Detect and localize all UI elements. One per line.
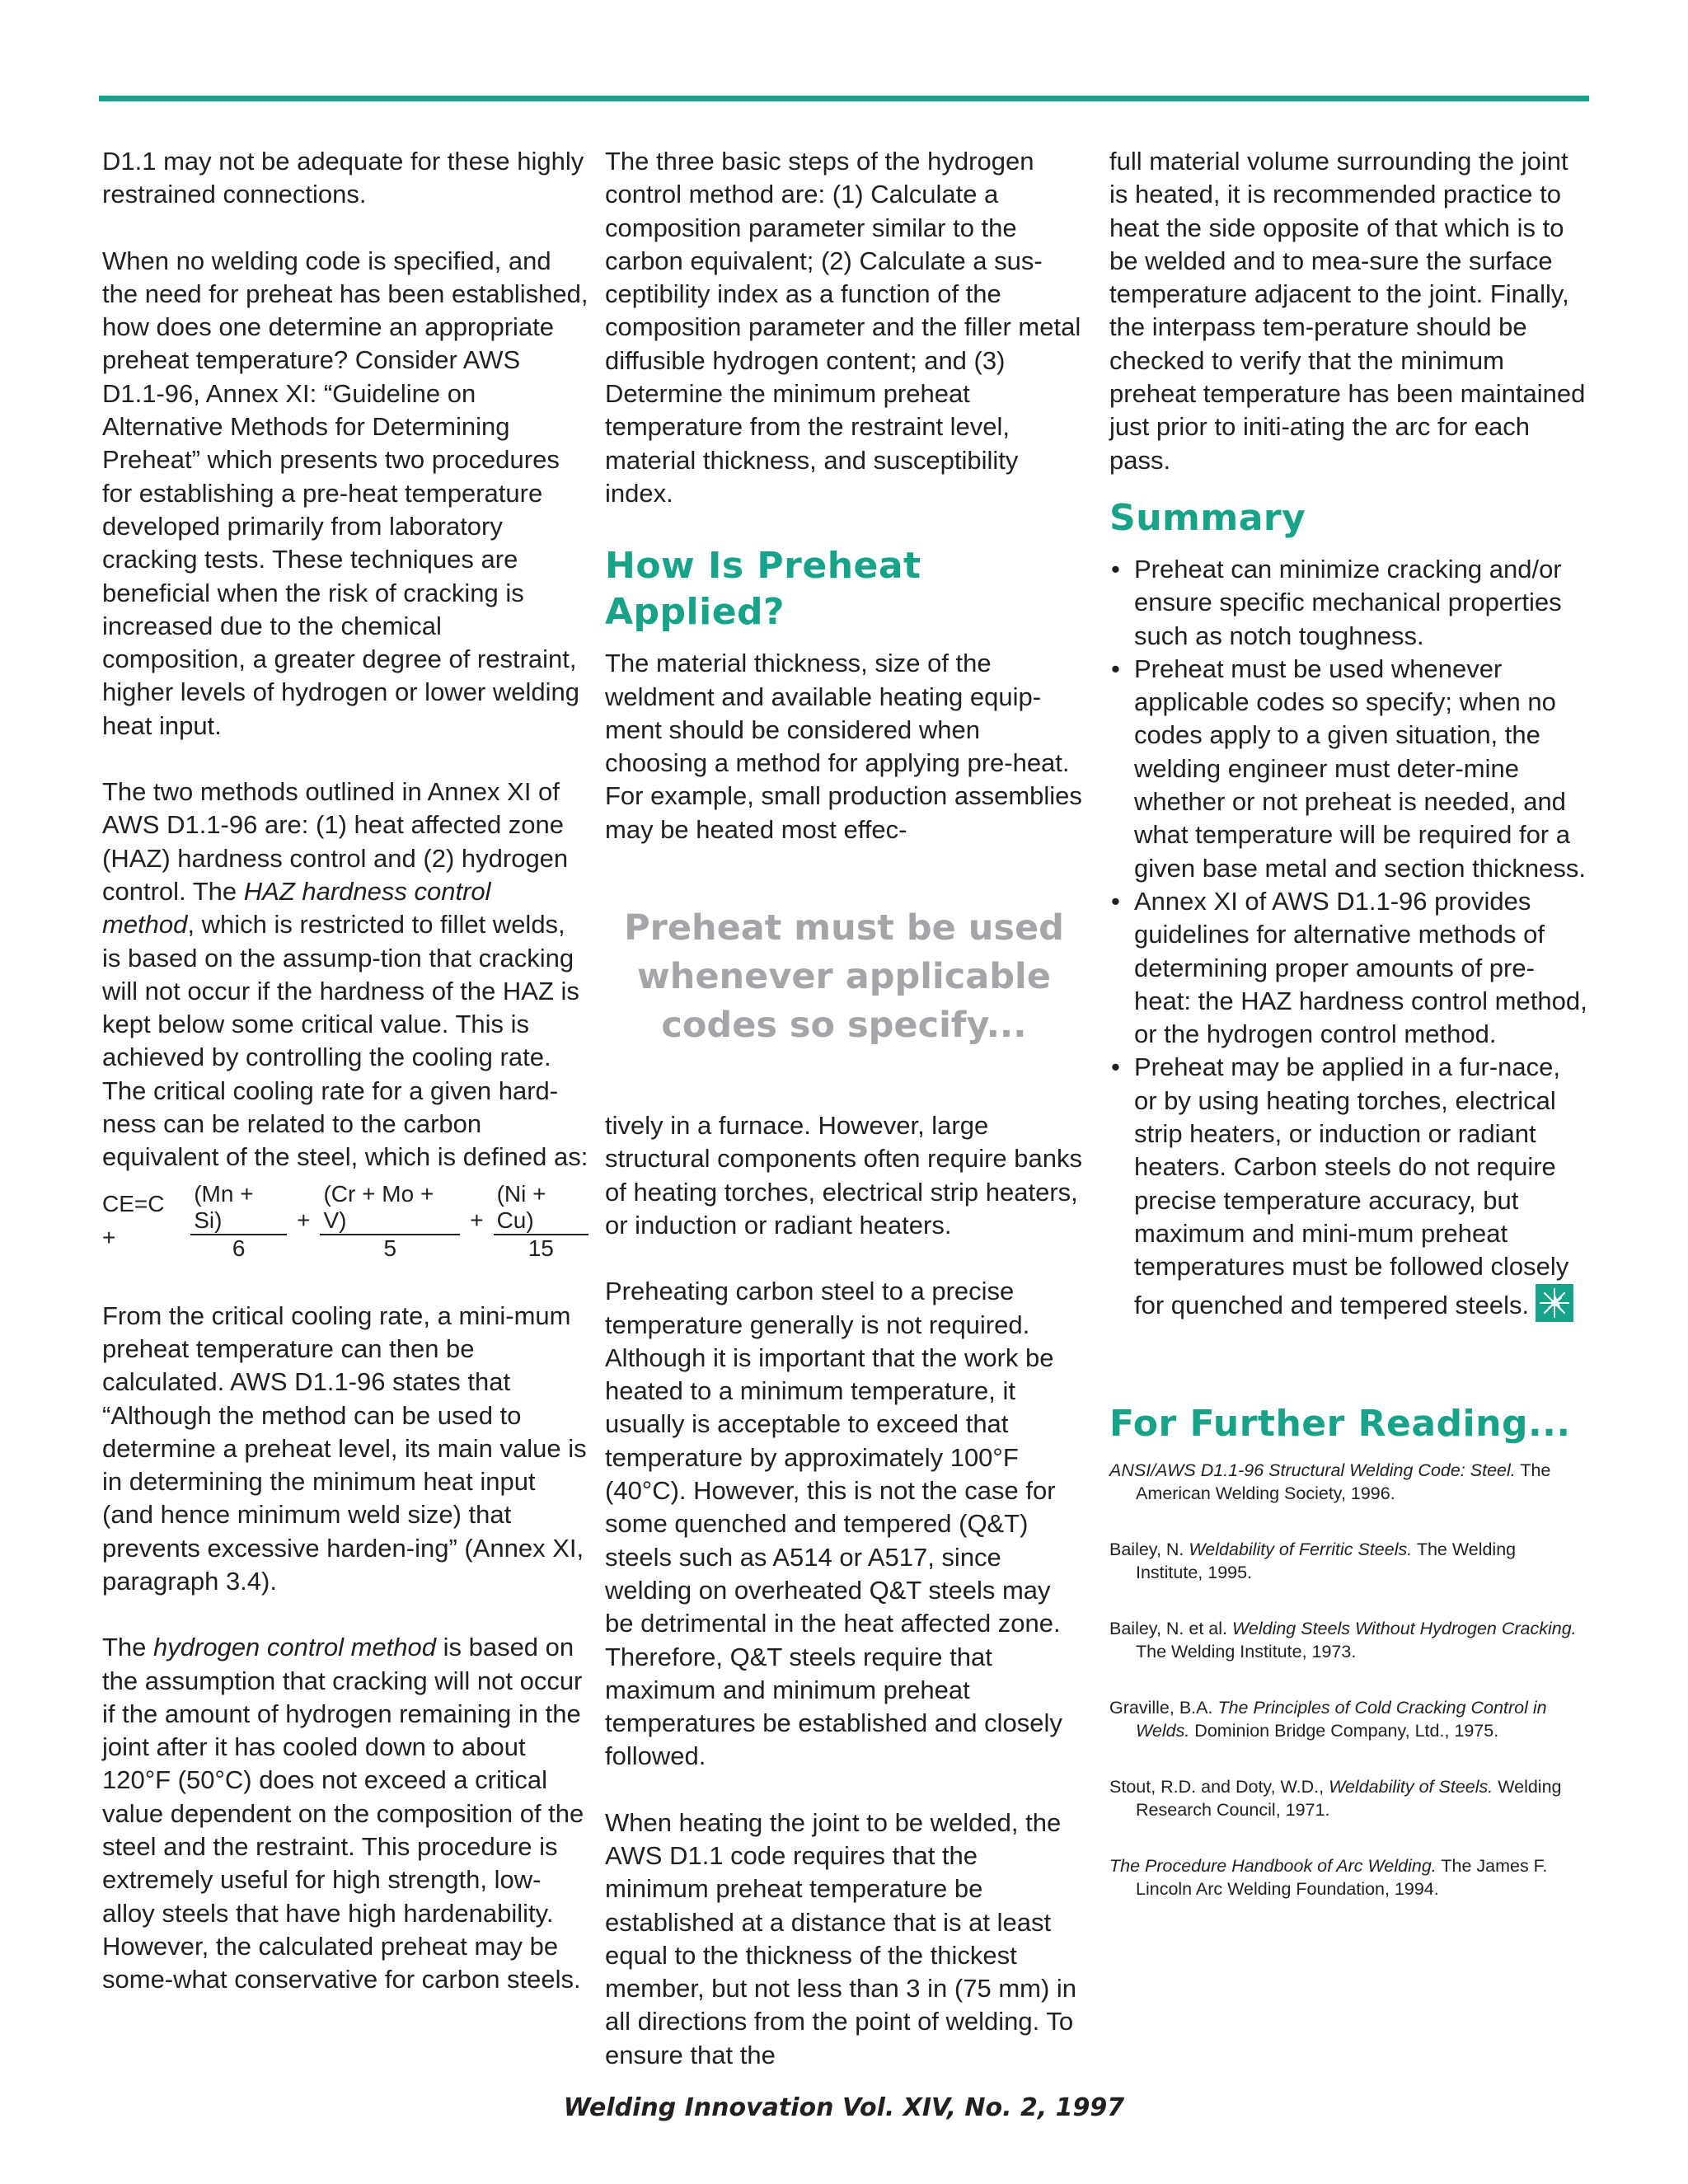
list-item <box>1109 653 1587 885</box>
paragraph: D1.1 may not be adequate for these highly restrained connections. <box>102 147 584 209</box>
ref-title: The Procedure Handbook of Arc Welding. <box>1109 1855 1437 1876</box>
list-item-text: Preheat must be used whenever applicable codes so specify; when no codes apply to a given situation, the welding engineer must deter-mine whether or not preheat is needed, and what temperature will be required for a given base metal and section thickness. <box>1134 654 1586 883</box>
list-item-text: Preheat may be applied in a fur-nace, or by using heating torches, electrical strip heaters, or induction or radiant heaters. Carbon steels do not require precise temperature accuracy, but maximum and mini-mum preheat temperatures must be followed closely for quenched and tempered steels. <box>1134 1052 1569 1319</box>
fraction <box>494 1181 588 1262</box>
ref-publisher: Dominion Bridge Company, Ltd., 1975. <box>1189 1720 1499 1741</box>
ref-author: Stout, R.D. and Doty, W.D., <box>1109 1776 1329 1797</box>
ref-publisher: The Welding Institute, 1995. <box>1136 1539 1517 1582</box>
reference-item <box>1109 1538 1587 1584</box>
emphasis: hydrogen control method <box>153 1633 436 1662</box>
ref-publisher: The Welding Institute, 1973. <box>1136 1641 1357 1661</box>
numerator: (Cr + Mo + V) <box>320 1181 460 1235</box>
plus-sign: + <box>297 1207 311 1234</box>
ref-author: Bailey, N. <box>1109 1539 1189 1559</box>
top-rule <box>99 96 1589 101</box>
ref-author: Graville, B.A. <box>1109 1697 1218 1718</box>
list-item <box>1109 553 1587 653</box>
paragraph: When heating the joint to be welded, the AWS D1.1 code requires that the minimum preheat temperature be established at a distance that is at least equal to the thickness of the thickest member, but not less than 3 in (75 mm) in all directions from the point of welding. To ensure that the <box>605 1807 1077 2069</box>
text-run: The two methods outlined in Annex XI of AWS D1.1-96 are: (1) heat affected zone (HAZ) hardness control and (2) hydrogen control. The <box>102 777 569 906</box>
section-heading-further-reading: For Further Reading... <box>1109 1402 1571 1445</box>
summary-list <box>1109 553 1587 1322</box>
paragraph <box>102 1631 588 1996</box>
column-2 <box>605 145 1083 2105</box>
ref-title: ANSI/AWS D1.1-96 Structural Welding Code: Steel. <box>1109 1460 1516 1480</box>
column-1 <box>102 145 588 2030</box>
paragraph: From the critical cooling rate, a mini-mum preheat temperature can then be calculated. AWS D1.1-96 states that “Although the method can be used to determine a preheat level, its main value is in determining the minimum heat input (and hence minimum weld size) that prevents excessive harden-ing” (Annex XI, paragraph 3.4). <box>102 1301 587 1596</box>
page-footer: Welding Innovation Vol. XIV, No. 2, 1997 <box>563 2093 1125 2122</box>
ref-author: Bailey, N. et al. <box>1109 1618 1232 1638</box>
ref-title: Weldability of Ferritic Steels. <box>1189 1539 1413 1559</box>
plus-sign: + <box>470 1207 484 1234</box>
paragraph: When no welding code is specified, and the need for preheat has been established, how does one determine an appropriate preheat temperature? Consider AWS D1.1-96, Annex XI: “Guideline on Alternative Methods for Determining Preheat” which presents two procedures for establishing a pre-heat temperature developed primarily from laboratory cracking tests. These techniques are beneficial when the risk of cracking is increased due to the chemical composition, a greater degree of restraint, higher levels of hydrogen or lower welding heat input. <box>102 246 588 740</box>
paragraph: Preheating carbon steel to a precise temperature generally is not required. Although it is important that the work be heated to a minimum temperature, it usually is acceptable to exceed that temperature by approximately 100°F (40°C). However, this is not the case for some quenched and tempered (Q&T) steels such as A514 or A517, since welding on overheated Q&T steels may be detrimental in the heat affected zone. Therefore, Q&T steels require that maximum and minimum preheat temperatures be established and closely followed. <box>605 1277 1062 1771</box>
ref-publisher: The American Welding Society, 1996. <box>1136 1460 1551 1503</box>
starburst-icon <box>1536 1284 1573 1322</box>
paragraph <box>102 776 588 1174</box>
fraction <box>190 1181 287 1262</box>
section-heading-summary: Summary <box>1109 496 1306 539</box>
reference-item <box>1109 1617 1587 1663</box>
paragraph: full material volume surrounding the joint is heated, it is recommended practice to heat the side opposite of that which is to be welded and to mea-sure the surface temperature adjacent to the joint. Finally, the interpass tem-perature should be checked to verify that the minimum preheat temperature has been maintained just prior to initi-ating the arc for each pass. <box>1109 147 1586 475</box>
reference-list <box>1109 1459 1587 1900</box>
denominator: 6 <box>232 1235 246 1261</box>
list-item <box>1109 1051 1587 1321</box>
ref-title: Weldability of Steels. <box>1329 1776 1493 1797</box>
fraction <box>320 1181 460 1262</box>
pull-quote: Preheat must be used whenever applicable codes so specify... <box>624 907 1064 1047</box>
numerator: (Ni + Cu) <box>494 1181 588 1235</box>
reference-item <box>1109 1696 1587 1742</box>
list-item <box>1109 885 1587 1051</box>
numerator: (Mn + Si) <box>190 1181 287 1235</box>
paragraph: tively in a furnace. However, large structural components often require banks of heating torches, electrical strip heaters, or induction or radiant heaters. <box>605 1111 1082 1240</box>
column-3 <box>1109 145 1587 1933</box>
carbon-equivalent-formula <box>102 1181 588 1262</box>
text-run: The <box>102 1633 154 1662</box>
ref-title: Welding Steels Without Hydrogen Cracking. <box>1231 1618 1577 1638</box>
section-heading-preheat: How Is Preheat Applied? <box>605 545 921 634</box>
list-item-text: Preheat can minimize cracking and/or ensure specific mechanical properties such as notch toughness. <box>1134 554 1562 650</box>
ref-publisher: The James F. Lincoln Arc Welding Foundation, 1994. <box>1136 1855 1548 1899</box>
text-run: is based on the assumption that cracking will not occur if the amount of hydrogen remaining in the joint after it has cooled down to about 120°F (50°C) does not exceed a critical value dependent on the composition of the steel and the restraint. This procedure is extremely useful for high strength, low-alloy steels that have high hardenability. However, the calculated preheat may be some-what conservative for carbon steels. <box>102 1633 584 1994</box>
reference-item <box>1109 1854 1587 1900</box>
ref-publisher: Welding Research Council, 1971. <box>1136 1776 1562 1820</box>
denominator: 5 <box>383 1235 397 1261</box>
reference-item <box>1109 1459 1587 1505</box>
emphasis: HAZ hardness control method <box>102 876 491 940</box>
list-item-text: Annex XI of AWS D1.1-96 provides guidelines for alternative methods of determining proper amounts of pre-heat: the HAZ hardness control method, or the hydrogen control method. <box>1134 886 1587 1049</box>
paragraph: The three basic steps of the hydrogen control method are: (1) Calculate a composition parameter similar to the carbon equivalent; (2) Calculate a sus-ceptibility index as a function of the composition parameter and the filler metal diffusible hydrogen content; and (3) Determine the minimum preheat temperature from the restraint level, material thickness, and susceptibility index. <box>605 147 1081 508</box>
text-run: , which is restricted to fillet welds, is based on the assump-tion that cracking will not occur if the hardness of the HAZ is kept below some critical value. This is achieved by controlling the cooling rate. The critical cooling rate for a given hard-ness can be related to the carbon equivalent of the steel, which is defined as: <box>102 910 588 1172</box>
paragraph: The material thickness, size of the weldment and available heating equip-ment should be considered when choosing a method for applying pre-heat. For example, small production assemblies may be heated most effec- <box>605 649 1082 844</box>
ref-title: The Principles of Cold Cracking Control in Welds. <box>1136 1697 1547 1741</box>
formula-label: CE=C + <box>102 1191 165 1250</box>
denominator: 15 <box>528 1235 554 1261</box>
reference-item <box>1109 1775 1587 1821</box>
